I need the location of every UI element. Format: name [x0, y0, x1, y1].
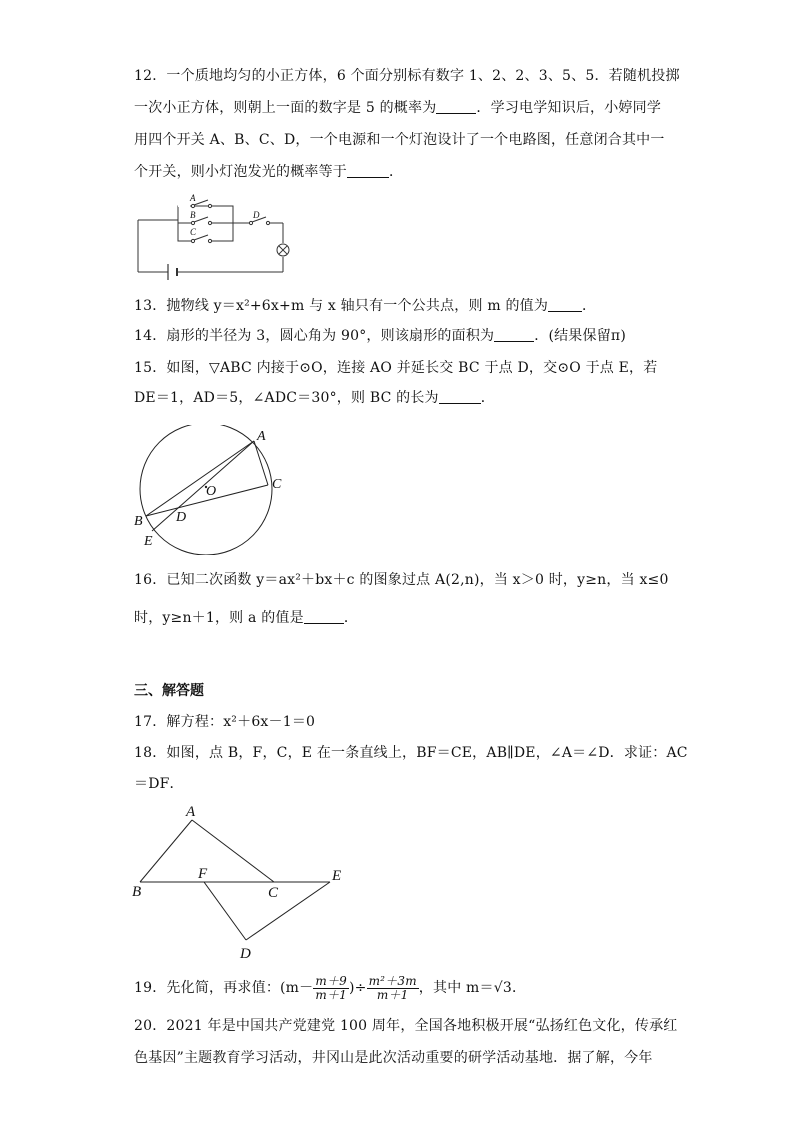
fig18-label-b: B — [132, 884, 142, 900]
section-heading-3: 三、解答题 — [134, 683, 204, 699]
q16-line1: 16．已知二次函数 y＝ax²＋bx＋c 的图象过点 A(2,n)，当 x＞0 时，y≥n，当 x≤0 — [134, 572, 669, 588]
q16-answer-blank[interactable] — [304, 609, 344, 624]
q13-text: 13．抛物线 y＝x²+6x+m 与 x 轴只有一个公共点，则 m 的值为 — [134, 298, 549, 314]
q16-text: 时，y≥n＋1，则 a 的值是 — [134, 610, 304, 626]
switch-b-lever[interactable] — [194, 217, 208, 222]
q16-text-b: ． — [343, 610, 359, 626]
q20-line1: 20．2021 年是中国共产党建党 100 周年，全国各地积极开展“弘扬红色文化，传承红 — [134, 1018, 678, 1034]
q12-line1: 12．一个质地均匀的小正方体，6 个面分别标有数字 1、2、2、3、5、5．若随机投掷 — [134, 68, 680, 84]
switch-c-lever[interactable] — [194, 235, 208, 240]
switch-a-lever[interactable] — [194, 200, 208, 205]
q15-text-b: ． — [480, 390, 495, 406]
q18-line2: ＝DF． — [134, 776, 184, 792]
q17-line: 17．解方程：x²＋6x－1＝0 — [134, 714, 316, 730]
q12-line2-text-b: ．学习电学知识后，小婷同学 — [476, 100, 662, 116]
q12-line3: 用四个开关 A、B、C、D，一个电源和一个灯泡设计了一个电路图，任意闭合其中一 — [134, 132, 665, 148]
line-a-e — [152, 441, 254, 531]
q12-line2-text: 一次小正方体，则朝上一面的数字是 5 的概率为 — [134, 100, 437, 116]
q15-line1: 15．如图，▽ABC 内接于⊙O，连接 AO 并延长交 BC 于点 D，交⊙O 于点 E，若 — [134, 360, 658, 376]
fig15-label-a: A — [257, 429, 266, 444]
q12-answer-blank-1[interactable] — [436, 99, 476, 114]
q13-line — [134, 296, 596, 316]
q19-fraction-1-denominator: m＋1 — [315, 987, 347, 1002]
q13-text-b: ． — [582, 298, 597, 314]
q19-text: 19．先化简，再求值：(m－ — [134, 980, 314, 996]
fig18-label-a: A — [186, 804, 196, 820]
circuit-diagram — [130, 190, 300, 280]
q14-answer-blank[interactable] — [494, 327, 534, 342]
q19-line — [134, 974, 526, 1002]
circuit-label-d: D — [253, 210, 260, 220]
fig15-label-d: D — [176, 510, 187, 525]
q12-answer-blank-2[interactable] — [347, 163, 389, 178]
line-a-b — [146, 441, 254, 516]
fig18-label-c: C — [268, 885, 279, 901]
fig15-label-o: O — [206, 484, 217, 499]
line-d-e — [246, 882, 330, 940]
line-f-d — [204, 882, 246, 940]
line-b-a — [140, 820, 192, 882]
switch-a-contact — [208, 204, 211, 207]
line-a-c — [254, 441, 268, 485]
q16-line2 — [134, 608, 358, 628]
triangle-figure — [128, 800, 358, 965]
q19-text-mid: )÷ — [348, 980, 367, 996]
fig15-label-e: E — [144, 534, 153, 549]
fig15-label-c: C — [272, 477, 282, 492]
q14-line — [134, 326, 626, 346]
circuit-label-b: B — [190, 210, 196, 220]
fig18-label-d: D — [240, 946, 251, 962]
q12-line2 — [134, 98, 661, 118]
q19-fraction-2 — [367, 975, 419, 1002]
fig18-label-f: F — [198, 866, 208, 882]
q19-fraction-1-numerator: m＋9 — [315, 973, 347, 988]
q14-text: 14．扇形的半径为 3，圆心角为 90°，则该扇形的面积为 — [134, 328, 495, 344]
q14-text-b: ．(结果保留π) — [534, 328, 626, 344]
switch-c-contact — [208, 239, 211, 242]
circuit-label-a: A — [190, 193, 196, 203]
q20-line2: 色基因”主题教育学习活动，井冈山是此次活动重要的研学活动基地．据了解，今年 — [134, 1050, 653, 1066]
q13-answer-blank[interactable] — [548, 297, 582, 312]
q15-answer-blank[interactable] — [439, 389, 481, 404]
q15-line2 — [134, 388, 495, 408]
circuit-label-c: C — [190, 227, 197, 237]
fig18-label-e: E — [332, 868, 342, 884]
switch-d-contact — [266, 221, 269, 224]
q19-fraction-2-denominator: m＋1 — [376, 987, 409, 1002]
circle-figure — [130, 425, 300, 555]
q19-text-b: ，其中 m＝√3． — [418, 980, 527, 996]
switch-b-contact — [208, 221, 211, 224]
q19-fraction-1 — [313, 975, 349, 1002]
q15-text: DE＝1，AD＝5，∠ADC＝30°，则 BC 的长为 — [134, 390, 439, 406]
q19-fraction-2-numerator: m²＋3m — [368, 973, 417, 988]
q12-line4 — [134, 162, 403, 182]
q12-line4-text-b: ． — [389, 164, 404, 180]
q18-line1: 18．如图，点 B，F，C，E 在一条直线上，BF＝CE，AB∥DE，∠A＝∠D．求证：AC — [134, 745, 688, 761]
q12-line4-text: 个开关，则小灯泡发光的概率等于 — [134, 164, 347, 180]
fig15-label-b: B — [134, 514, 143, 529]
